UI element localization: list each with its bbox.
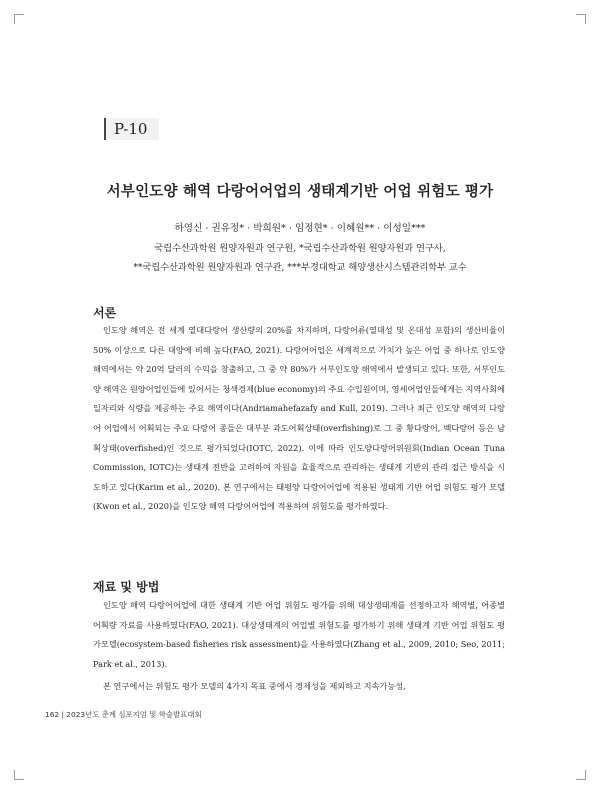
- crop-mark-top-left: [14, 14, 24, 24]
- methods-paragraph-1: 인도양 해역 다랑어어업에 대한 생태계 기반 어업 위험도 평가를 위해 대상생태계를 선정하고자 해역별, 어종별 어획량 자료를 사용하였다(FAO, 2021). 대상생태계의 어업별 위험도를 평가하기 위해 생태계 기반 어업 위험도 평가모델(ecosystem-based fisheries risk assessment)을 사용하였다(Zhang et al., 2009, 2010; Seo, 2011; Park et al., 2013).: [93, 600, 505, 669]
- crop-mark-bottom-left: [14, 770, 24, 780]
- crop-mark-bottom-right: [576, 770, 586, 780]
- affiliation-line-1: 국립수산과학원 원양자원과 연구원, *국립수산과학원 원양자원과 연구사,: [154, 243, 446, 254]
- page-footer: 162 | 2023년도 춘계 심포지엄 및 학술발표대회: [45, 710, 202, 719]
- paper-title: 서부인도양 해역 다랑어어업의 생태계기반 어업 위험도 평가: [106, 183, 494, 200]
- presentation-code: P-10: [104, 118, 159, 140]
- affiliation-line-2: **국립수산과학원 원양자원과 연구관, ***부경대학교 해양생산시스템관리학부 교수: [133, 262, 467, 273]
- methods-paragraph-2: 본 연구에서는 위험도 평가 모델의 4가지 목표 중에서 경제성을 제외하고 지속가능성,: [103, 681, 406, 691]
- section-heading-introduction: 서론: [93, 306, 117, 320]
- section-heading-methods: 재료 및 방법: [93, 580, 160, 594]
- introduction-paragraph: 인도양 해역은 전 세계 열대다랑어 생산량의 20%를 차지하며, 다랑어류(열대성 및 온대성 포함)의 생산비율이 50% 이상으로 다른 대양에 비해 높다(FAO, 2021). 다랑어어업은 세계적으로 가치가 높은 어업 중 하나로 인도양 해역에서는 약 20억 달러의 수익을 창출하고, 그 중 약 80%가 서부인도양 해역에서 발생되고 있다. 또한, 서부인도양 해역은 원양어업인들에 있어서는 청색경제(blue economy)의 주요 수입원이며, 영세어업인들에게는 지역사회에 일자리와 식량을 제공하는 주요 해역이다(Andriamahefazafy and Kull, 2019). 그러나 최근 인도양 해역의 다랑어 어업에서 어획되는 주요 다랑어 종들은 대부분 과도어획상태(overfishing)로 그 중 황다랑어, 백다랑어 등은 남획상태(overfished)인 것으로 평가되었다(IOTC, 2022). 이에 따라 인도양다랑어위원회(Indian Ocean Tuna Commission, IOTC)는 생태계 전반을 고려하여 자원을 효율적으로 관리하는 생태계 기반의 관리 접근 방식을 시도하고 있다(Karim et al., 2020). 본 연구에서는 태평양 다랑어어업에 적용된 생태계 기반 어업 위험도 평가 모델(Kwon et al., 2020)을 인도양 해역 다랑어어업에 적용하여 위험도를 평가하였다.: [93, 325, 505, 512]
- crop-mark-top-right: [576, 14, 586, 24]
- author-list: 하영신 · 권유정* · 박희원* · 임정현* · 이혜원** · 이성일***: [174, 223, 426, 234]
